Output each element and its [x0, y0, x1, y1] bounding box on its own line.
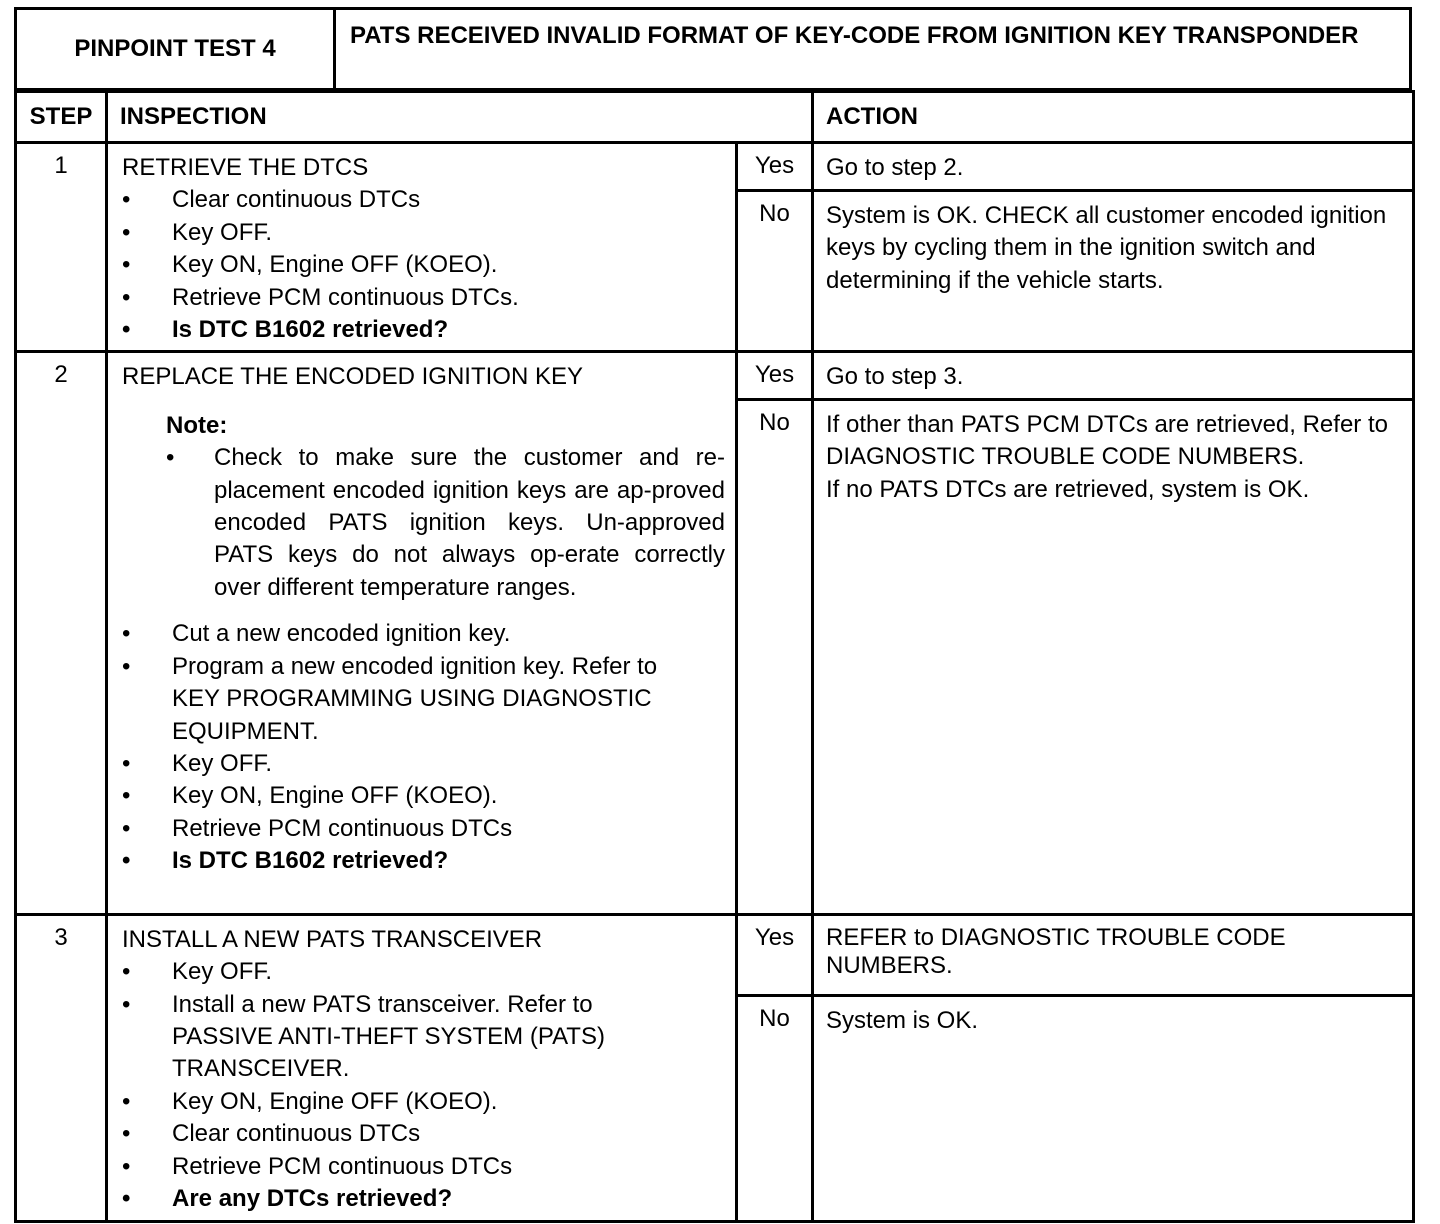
step-3-bullets: [122, 956, 725, 1215]
step-1-bullets: [122, 184, 725, 346]
list-item: • Key ON, Engine OFF (KOEO).: [122, 780, 725, 812]
pinpoint-test-table: [14, 90, 1415, 1223]
step-3-title: INSTALL A NEW PATS TRANSCEIVER: [122, 925, 543, 953]
test-title: PATS RECEIVED INVALID FORMAT OF KEY-CODE FROM IGNITION KEY TRANSPONDER: [350, 22, 1359, 49]
step-2-question: • Is DTC B1602 retrieved?: [122, 845, 725, 877]
list-item: • Retrieve PCM continuous DTCs.: [122, 282, 725, 314]
step-2-no-action-line-1: If other than PATS PCM DTCs are retrieved, Refer to DIAGNOSTIC TROUBLE CODE NUMBERS.: [826, 410, 1388, 471]
step-3-number: 3: [16, 914, 107, 1221]
step-2-no-action-line-2: If no PATS DTCs are retrieved, system is OK.: [826, 475, 1310, 503]
step-3-yes-label: Yes: [737, 914, 813, 995]
step-3-no-action: System is OK.: [813, 996, 1414, 1221]
note-list: [166, 442, 725, 604]
step-2-no-label: No: [737, 399, 813, 914]
step-2-number: 2: [16, 352, 107, 914]
list-item: • Key OFF.: [122, 748, 725, 780]
step-1-no-label: No: [737, 190, 813, 352]
test-header: [14, 7, 1412, 91]
step-1-yes-action: Go to step 2.: [813, 143, 1414, 191]
action-column-header: ACTION: [813, 92, 1414, 143]
note-label: Note:: [166, 411, 228, 439]
step-2-note: [122, 410, 725, 604]
list-item: • Key ON, Engine OFF (KOEO).: [122, 1086, 725, 1118]
list-item: • Cut a new encoded ignition key.: [122, 618, 725, 650]
step-3-yes-row: [16, 914, 1414, 995]
step-2-bullets: [122, 618, 725, 877]
step-1-inspection: [107, 143, 737, 352]
step-2-title: REPLACE THE ENCODED IGNITION KEY: [122, 363, 583, 391]
step-2-yes-row: [16, 352, 1414, 399]
column-header-row: [16, 92, 1414, 143]
step-1-yes-label: Yes: [737, 143, 813, 191]
step-1-number: 1: [16, 143, 107, 352]
step-3-inspection: [107, 914, 737, 1221]
step-2-no-action: [813, 399, 1414, 914]
note-text: • Check to make sure the customer and re-placement encoded ignition keys are ap-proved encoded PATS ignition keys. Un-approved PATS keys do not always op-erate correctly over different temperature ranges.: [166, 442, 725, 604]
list-item: • Key OFF.: [122, 217, 725, 249]
step-2-yes-label: Yes: [737, 352, 813, 399]
step-3-yes-action: REFER to DIAGNOSTIC TROUBLE CODE NUMBERS.: [813, 914, 1414, 995]
list-item: • Key OFF.: [122, 956, 725, 988]
list-item: • Retrieve PCM continuous DTCs: [122, 1151, 725, 1183]
step-1-yes-row: [16, 143, 1414, 191]
step-3-no-label: No: [737, 996, 813, 1221]
step-column-header: STEP: [16, 92, 107, 143]
list-item: • Key ON, Engine OFF (KOEO).: [122, 249, 725, 281]
test-label: PINPOINT TEST 4: [17, 10, 336, 88]
list-item: • Program a new encoded ignition key. Refer to KEY PROGRAMMING USING DIAGNOSTIC EQUIPMENT.: [122, 651, 725, 748]
list-item: • Clear continuous DTCs: [122, 1118, 725, 1150]
list-item: • Install a new PATS transceiver. Refer to PASSIVE ANTI-THEFT SYSTEM (PATS) TRANSCEIVER.: [122, 989, 725, 1086]
step-2-inspection: [107, 352, 737, 914]
pinpoint-test-sheet: [14, 7, 1412, 1223]
inspection-column-header: INSPECTION: [107, 92, 813, 143]
step-2-yes-action: Go to step 3.: [813, 352, 1414, 399]
step-1-no-action: System is OK. CHECK all customer encoded ignition keys by cycling them in the ignition switch and determining if the vehicle starts.: [813, 190, 1414, 352]
step-1-title: RETRIEVE THE DTCS: [122, 154, 369, 181]
list-item: • Clear continuous DTCs: [122, 184, 725, 216]
step-1-question: • Is DTC B1602 retrieved?: [122, 314, 725, 346]
step-3-question: • Are any DTCs retrieved?: [122, 1183, 725, 1215]
list-item: • Retrieve PCM continuous DTCs: [122, 813, 725, 845]
